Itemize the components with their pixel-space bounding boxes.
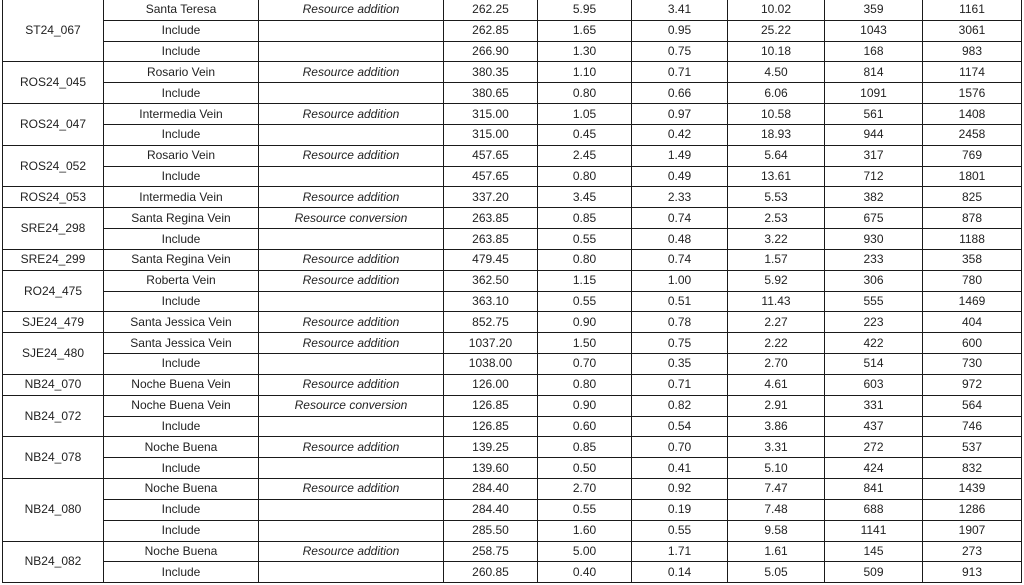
from-cell: 1038.00: [444, 354, 538, 375]
au-grade-cell: 3.86: [728, 416, 825, 437]
table-row: [3, 187, 1022, 208]
aueq-grade-cell: 832: [923, 458, 1022, 479]
au-grade-cell: 4.61: [728, 374, 825, 395]
table-row: [3, 104, 1022, 125]
hole-id-cell: NB24_072: [3, 395, 104, 437]
ag-grade-cell: 561: [825, 104, 923, 125]
aueq-grade-cell: 825: [923, 187, 1022, 208]
true-width-cell: 0.49: [632, 166, 728, 187]
table-row: [3, 249, 1022, 270]
type-cell: [259, 83, 444, 104]
from-cell: 362.50: [444, 270, 538, 291]
true-width-cell: 0.55: [632, 520, 728, 541]
type-cell: Resource addition: [259, 187, 444, 208]
zone-cell: Rosario Vein: [104, 62, 259, 83]
aueq-grade-cell: 1907: [923, 520, 1022, 541]
table-row: [3, 458, 1022, 479]
ag-grade-cell: 1091: [825, 83, 923, 104]
hole-id-cell: RO24_475: [3, 270, 104, 312]
from-cell: 126.85: [444, 395, 538, 416]
au-grade-cell: 3.31: [728, 437, 825, 458]
type-cell: [259, 499, 444, 520]
table-row: [3, 124, 1022, 145]
table-row: [3, 270, 1022, 291]
aueq-grade-cell: 537: [923, 437, 1022, 458]
ag-grade-cell: 317: [825, 145, 923, 166]
true-width-cell: 0.54: [632, 416, 728, 437]
length-cell: 1.05: [538, 104, 632, 125]
ag-grade-cell: 814: [825, 62, 923, 83]
zone-cell: Intermedia Vein: [104, 104, 259, 125]
true-width-cell: 1.71: [632, 541, 728, 562]
from-cell: 262.25: [444, 0, 538, 20]
length-cell: 3.45: [538, 187, 632, 208]
true-width-cell: 0.78: [632, 312, 728, 333]
table-row: [3, 0, 1022, 20]
type-cell: [259, 562, 444, 583]
zone-cell: Include: [104, 499, 259, 520]
ag-grade-cell: 422: [825, 333, 923, 354]
true-width-cell: 0.35: [632, 354, 728, 375]
ag-grade-cell: 145: [825, 541, 923, 562]
au-grade-cell: 6.06: [728, 83, 825, 104]
table-body: [3, 0, 1022, 583]
table-row: [3, 208, 1022, 229]
ag-grade-cell: 424: [825, 458, 923, 479]
from-cell: 380.35: [444, 62, 538, 83]
from-cell: 285.50: [444, 520, 538, 541]
from-cell: 852.75: [444, 312, 538, 333]
hole-id-cell: ROS24_047: [3, 104, 104, 146]
hole-id-cell: NB24_080: [3, 479, 104, 541]
true-width-cell: 0.74: [632, 249, 728, 270]
au-grade-cell: 10.02: [728, 0, 825, 20]
length-cell: 1.60: [538, 520, 632, 541]
aueq-grade-cell: 1161: [923, 0, 1022, 20]
true-width-cell: 0.82: [632, 395, 728, 416]
ag-grade-cell: 930: [825, 229, 923, 250]
from-cell: 260.85: [444, 562, 538, 583]
from-cell: 380.65: [444, 83, 538, 104]
type-cell: [259, 354, 444, 375]
aueq-grade-cell: 1286: [923, 499, 1022, 520]
zone-cell: Santa Regina Vein: [104, 249, 259, 270]
au-grade-cell: 3.22: [728, 229, 825, 250]
type-cell: [259, 20, 444, 41]
au-grade-cell: 1.61: [728, 541, 825, 562]
au-grade-cell: 11.43: [728, 291, 825, 312]
ag-grade-cell: 555: [825, 291, 923, 312]
table-row: [3, 83, 1022, 104]
zone-cell: Include: [104, 20, 259, 41]
from-cell: 479.45: [444, 249, 538, 270]
zone-cell: Noche Buena: [104, 479, 259, 500]
au-grade-cell: 5.05: [728, 562, 825, 583]
hole-id-cell: SRE24_298: [3, 208, 104, 250]
table-row: [3, 229, 1022, 250]
from-cell: 284.40: [444, 499, 538, 520]
aueq-grade-cell: 780: [923, 270, 1022, 291]
length-cell: 2.45: [538, 145, 632, 166]
zone-cell: Santa Teresa: [104, 0, 259, 20]
zone-cell: Include: [104, 520, 259, 541]
true-width-cell: 3.41: [632, 0, 728, 20]
aueq-grade-cell: 358: [923, 249, 1022, 270]
type-cell: [259, 520, 444, 541]
length-cell: 0.80: [538, 166, 632, 187]
length-cell: 1.65: [538, 20, 632, 41]
ag-grade-cell: 841: [825, 479, 923, 500]
from-cell: 258.75: [444, 541, 538, 562]
table-row: [3, 499, 1022, 520]
zone-cell: Noche Buena: [104, 437, 259, 458]
aueq-grade-cell: 769: [923, 145, 1022, 166]
type-cell: Resource addition: [259, 437, 444, 458]
au-grade-cell: 5.92: [728, 270, 825, 291]
table-row: [3, 333, 1022, 354]
true-width-cell: 0.48: [632, 229, 728, 250]
zone-cell: Include: [104, 354, 259, 375]
length-cell: 0.85: [538, 208, 632, 229]
type-cell: Resource addition: [259, 312, 444, 333]
type-cell: [259, 229, 444, 250]
from-cell: 284.40: [444, 479, 538, 500]
zone-cell: Include: [104, 458, 259, 479]
table-row: [3, 354, 1022, 375]
length-cell: 0.55: [538, 229, 632, 250]
from-cell: 337.20: [444, 187, 538, 208]
hole-id-cell: NB24_078: [3, 437, 104, 479]
zone-cell: Include: [104, 124, 259, 145]
hole-id-cell: ST24_067: [3, 0, 104, 62]
table-row: [3, 312, 1022, 333]
zone-cell: Noche Buena: [104, 541, 259, 562]
table-row: [3, 416, 1022, 437]
aueq-grade-cell: 564: [923, 395, 1022, 416]
table-row: [3, 41, 1022, 62]
true-width-cell: 0.14: [632, 562, 728, 583]
length-cell: 0.50: [538, 458, 632, 479]
true-width-cell: 0.95: [632, 20, 728, 41]
aueq-grade-cell: 1469: [923, 291, 1022, 312]
ag-grade-cell: 382: [825, 187, 923, 208]
au-grade-cell: 2.91: [728, 395, 825, 416]
ag-grade-cell: 944: [825, 124, 923, 145]
zone-cell: Include: [104, 166, 259, 187]
ag-grade-cell: 509: [825, 562, 923, 583]
zone-cell: Santa Jessica Vein: [104, 312, 259, 333]
length-cell: 0.45: [538, 124, 632, 145]
true-width-cell: 0.75: [632, 41, 728, 62]
type-cell: Resource conversion: [259, 208, 444, 229]
type-cell: Resource addition: [259, 145, 444, 166]
type-cell: [259, 458, 444, 479]
zone-cell: Include: [104, 229, 259, 250]
true-width-cell: 0.66: [632, 83, 728, 104]
hole-id-cell: SRE24_299: [3, 249, 104, 270]
aueq-grade-cell: 1188: [923, 229, 1022, 250]
true-width-cell: 0.97: [632, 104, 728, 125]
table-row: [3, 541, 1022, 562]
length-cell: 0.80: [538, 83, 632, 104]
zone-cell: Include: [104, 416, 259, 437]
true-width-cell: 0.71: [632, 374, 728, 395]
length-cell: 0.85: [538, 437, 632, 458]
ag-grade-cell: 712: [825, 166, 923, 187]
zone-cell: Noche Buena Vein: [104, 395, 259, 416]
type-cell: Resource addition: [259, 104, 444, 125]
zone-cell: Include: [104, 83, 259, 104]
hole-id-cell: SJE24_480: [3, 333, 104, 375]
type-cell: Resource addition: [259, 249, 444, 270]
from-cell: 266.90: [444, 41, 538, 62]
true-width-cell: 0.41: [632, 458, 728, 479]
true-width-cell: 0.19: [632, 499, 728, 520]
true-width-cell: 2.33: [632, 187, 728, 208]
length-cell: 1.10: [538, 62, 632, 83]
length-cell: 0.80: [538, 374, 632, 395]
from-cell: 263.85: [444, 229, 538, 250]
ag-grade-cell: 675: [825, 208, 923, 229]
au-grade-cell: 13.61: [728, 166, 825, 187]
au-grade-cell: 5.10: [728, 458, 825, 479]
type-cell: [259, 41, 444, 62]
ag-grade-cell: 514: [825, 354, 923, 375]
au-grade-cell: 2.53: [728, 208, 825, 229]
hole-id-cell: NB24_070: [3, 374, 104, 395]
table-row: [3, 20, 1022, 41]
table-row: [3, 374, 1022, 395]
length-cell: 0.90: [538, 312, 632, 333]
au-grade-cell: 25.22: [728, 20, 825, 41]
from-cell: 457.65: [444, 166, 538, 187]
from-cell: 126.85: [444, 416, 538, 437]
aueq-grade-cell: 972: [923, 374, 1022, 395]
true-width-cell: 1.00: [632, 270, 728, 291]
hole-id-cell: ROS24_052: [3, 145, 104, 187]
length-cell: 2.70: [538, 479, 632, 500]
length-cell: 0.40: [538, 562, 632, 583]
true-width-cell: 0.71: [632, 62, 728, 83]
type-cell: [259, 291, 444, 312]
au-grade-cell: 4.50: [728, 62, 825, 83]
aueq-grade-cell: 746: [923, 416, 1022, 437]
zone-cell: Include: [104, 291, 259, 312]
true-width-cell: 0.70: [632, 437, 728, 458]
from-cell: 315.00: [444, 124, 538, 145]
ag-grade-cell: 233: [825, 249, 923, 270]
true-width-cell: 0.42: [632, 124, 728, 145]
table-row: [3, 291, 1022, 312]
aueq-grade-cell: 1174: [923, 62, 1022, 83]
from-cell: 139.25: [444, 437, 538, 458]
hole-id-cell: SJE24_479: [3, 312, 104, 333]
aueq-grade-cell: 273: [923, 541, 1022, 562]
table-row: [3, 145, 1022, 166]
ag-grade-cell: 168: [825, 41, 923, 62]
zone-cell: Noche Buena Vein: [104, 374, 259, 395]
zone-cell: Roberta Vein: [104, 270, 259, 291]
ag-grade-cell: 1043: [825, 20, 923, 41]
from-cell: 457.65: [444, 145, 538, 166]
aueq-grade-cell: 1439: [923, 479, 1022, 500]
length-cell: 0.80: [538, 249, 632, 270]
from-cell: 363.10: [444, 291, 538, 312]
type-cell: Resource addition: [259, 62, 444, 83]
drill-results-table: [2, 0, 1022, 583]
zone-cell: Include: [104, 562, 259, 583]
au-grade-cell: 7.48: [728, 499, 825, 520]
ag-grade-cell: 272: [825, 437, 923, 458]
hole-id-cell: NB24_082: [3, 541, 104, 583]
from-cell: 1037.20: [444, 333, 538, 354]
table-row: [3, 562, 1022, 583]
from-cell: 126.00: [444, 374, 538, 395]
table-row: [3, 520, 1022, 541]
zone-cell: Intermedia Vein: [104, 187, 259, 208]
length-cell: 0.60: [538, 416, 632, 437]
type-cell: Resource addition: [259, 541, 444, 562]
type-cell: [259, 124, 444, 145]
true-width-cell: 0.75: [632, 333, 728, 354]
table-row: [3, 395, 1022, 416]
from-cell: 263.85: [444, 208, 538, 229]
aueq-grade-cell: 404: [923, 312, 1022, 333]
true-width-cell: 0.51: [632, 291, 728, 312]
length-cell: 0.55: [538, 291, 632, 312]
au-grade-cell: 10.18: [728, 41, 825, 62]
length-cell: 5.95: [538, 0, 632, 20]
length-cell: 0.70: [538, 354, 632, 375]
ag-grade-cell: 437: [825, 416, 923, 437]
aueq-grade-cell: 983: [923, 41, 1022, 62]
type-cell: Resource addition: [259, 374, 444, 395]
table-row: [3, 437, 1022, 458]
zone-cell: Rosario Vein: [104, 145, 259, 166]
aueq-grade-cell: 3061: [923, 20, 1022, 41]
length-cell: 5.00: [538, 541, 632, 562]
table-row: [3, 479, 1022, 500]
type-cell: Resource addition: [259, 270, 444, 291]
true-width-cell: 0.92: [632, 479, 728, 500]
true-width-cell: 0.74: [632, 208, 728, 229]
length-cell: 0.55: [538, 499, 632, 520]
type-cell: Resource conversion: [259, 395, 444, 416]
type-cell: Resource addition: [259, 479, 444, 500]
ag-grade-cell: 223: [825, 312, 923, 333]
zone-cell: Include: [104, 41, 259, 62]
ag-grade-cell: 331: [825, 395, 923, 416]
ag-grade-cell: 688: [825, 499, 923, 520]
length-cell: 1.30: [538, 41, 632, 62]
type-cell: [259, 166, 444, 187]
au-grade-cell: 2.22: [728, 333, 825, 354]
aueq-grade-cell: 1408: [923, 104, 1022, 125]
from-cell: 315.00: [444, 104, 538, 125]
type-cell: [259, 416, 444, 437]
au-grade-cell: 7.47: [728, 479, 825, 500]
length-cell: 1.15: [538, 270, 632, 291]
aueq-grade-cell: 1801: [923, 166, 1022, 187]
au-grade-cell: 1.57: [728, 249, 825, 270]
hole-id-cell: ROS24_053: [3, 187, 104, 208]
au-grade-cell: 5.64: [728, 145, 825, 166]
ag-grade-cell: 1141: [825, 520, 923, 541]
from-cell: 262.85: [444, 20, 538, 41]
from-cell: 139.60: [444, 458, 538, 479]
aueq-grade-cell: 878: [923, 208, 1022, 229]
au-grade-cell: 10.58: [728, 104, 825, 125]
zone-cell: Santa Jessica Vein: [104, 333, 259, 354]
table-row: [3, 166, 1022, 187]
au-grade-cell: 18.93: [728, 124, 825, 145]
ag-grade-cell: 306: [825, 270, 923, 291]
ag-grade-cell: 603: [825, 374, 923, 395]
zone-cell: Santa Regina Vein: [104, 208, 259, 229]
ag-grade-cell: 359: [825, 0, 923, 20]
aueq-grade-cell: 2458: [923, 124, 1022, 145]
true-width-cell: 1.49: [632, 145, 728, 166]
au-grade-cell: 5.53: [728, 187, 825, 208]
aueq-grade-cell: 1576: [923, 83, 1022, 104]
aueq-grade-cell: 730: [923, 354, 1022, 375]
table-row: [3, 62, 1022, 83]
hole-id-cell: ROS24_045: [3, 62, 104, 104]
au-grade-cell: 2.70: [728, 354, 825, 375]
length-cell: 1.50: [538, 333, 632, 354]
au-grade-cell: 2.27: [728, 312, 825, 333]
aueq-grade-cell: 913: [923, 562, 1022, 583]
au-grade-cell: 9.58: [728, 520, 825, 541]
type-cell: Resource addition: [259, 333, 444, 354]
type-cell: Resource addition: [259, 0, 444, 20]
length-cell: 0.90: [538, 395, 632, 416]
aueq-grade-cell: 600: [923, 333, 1022, 354]
